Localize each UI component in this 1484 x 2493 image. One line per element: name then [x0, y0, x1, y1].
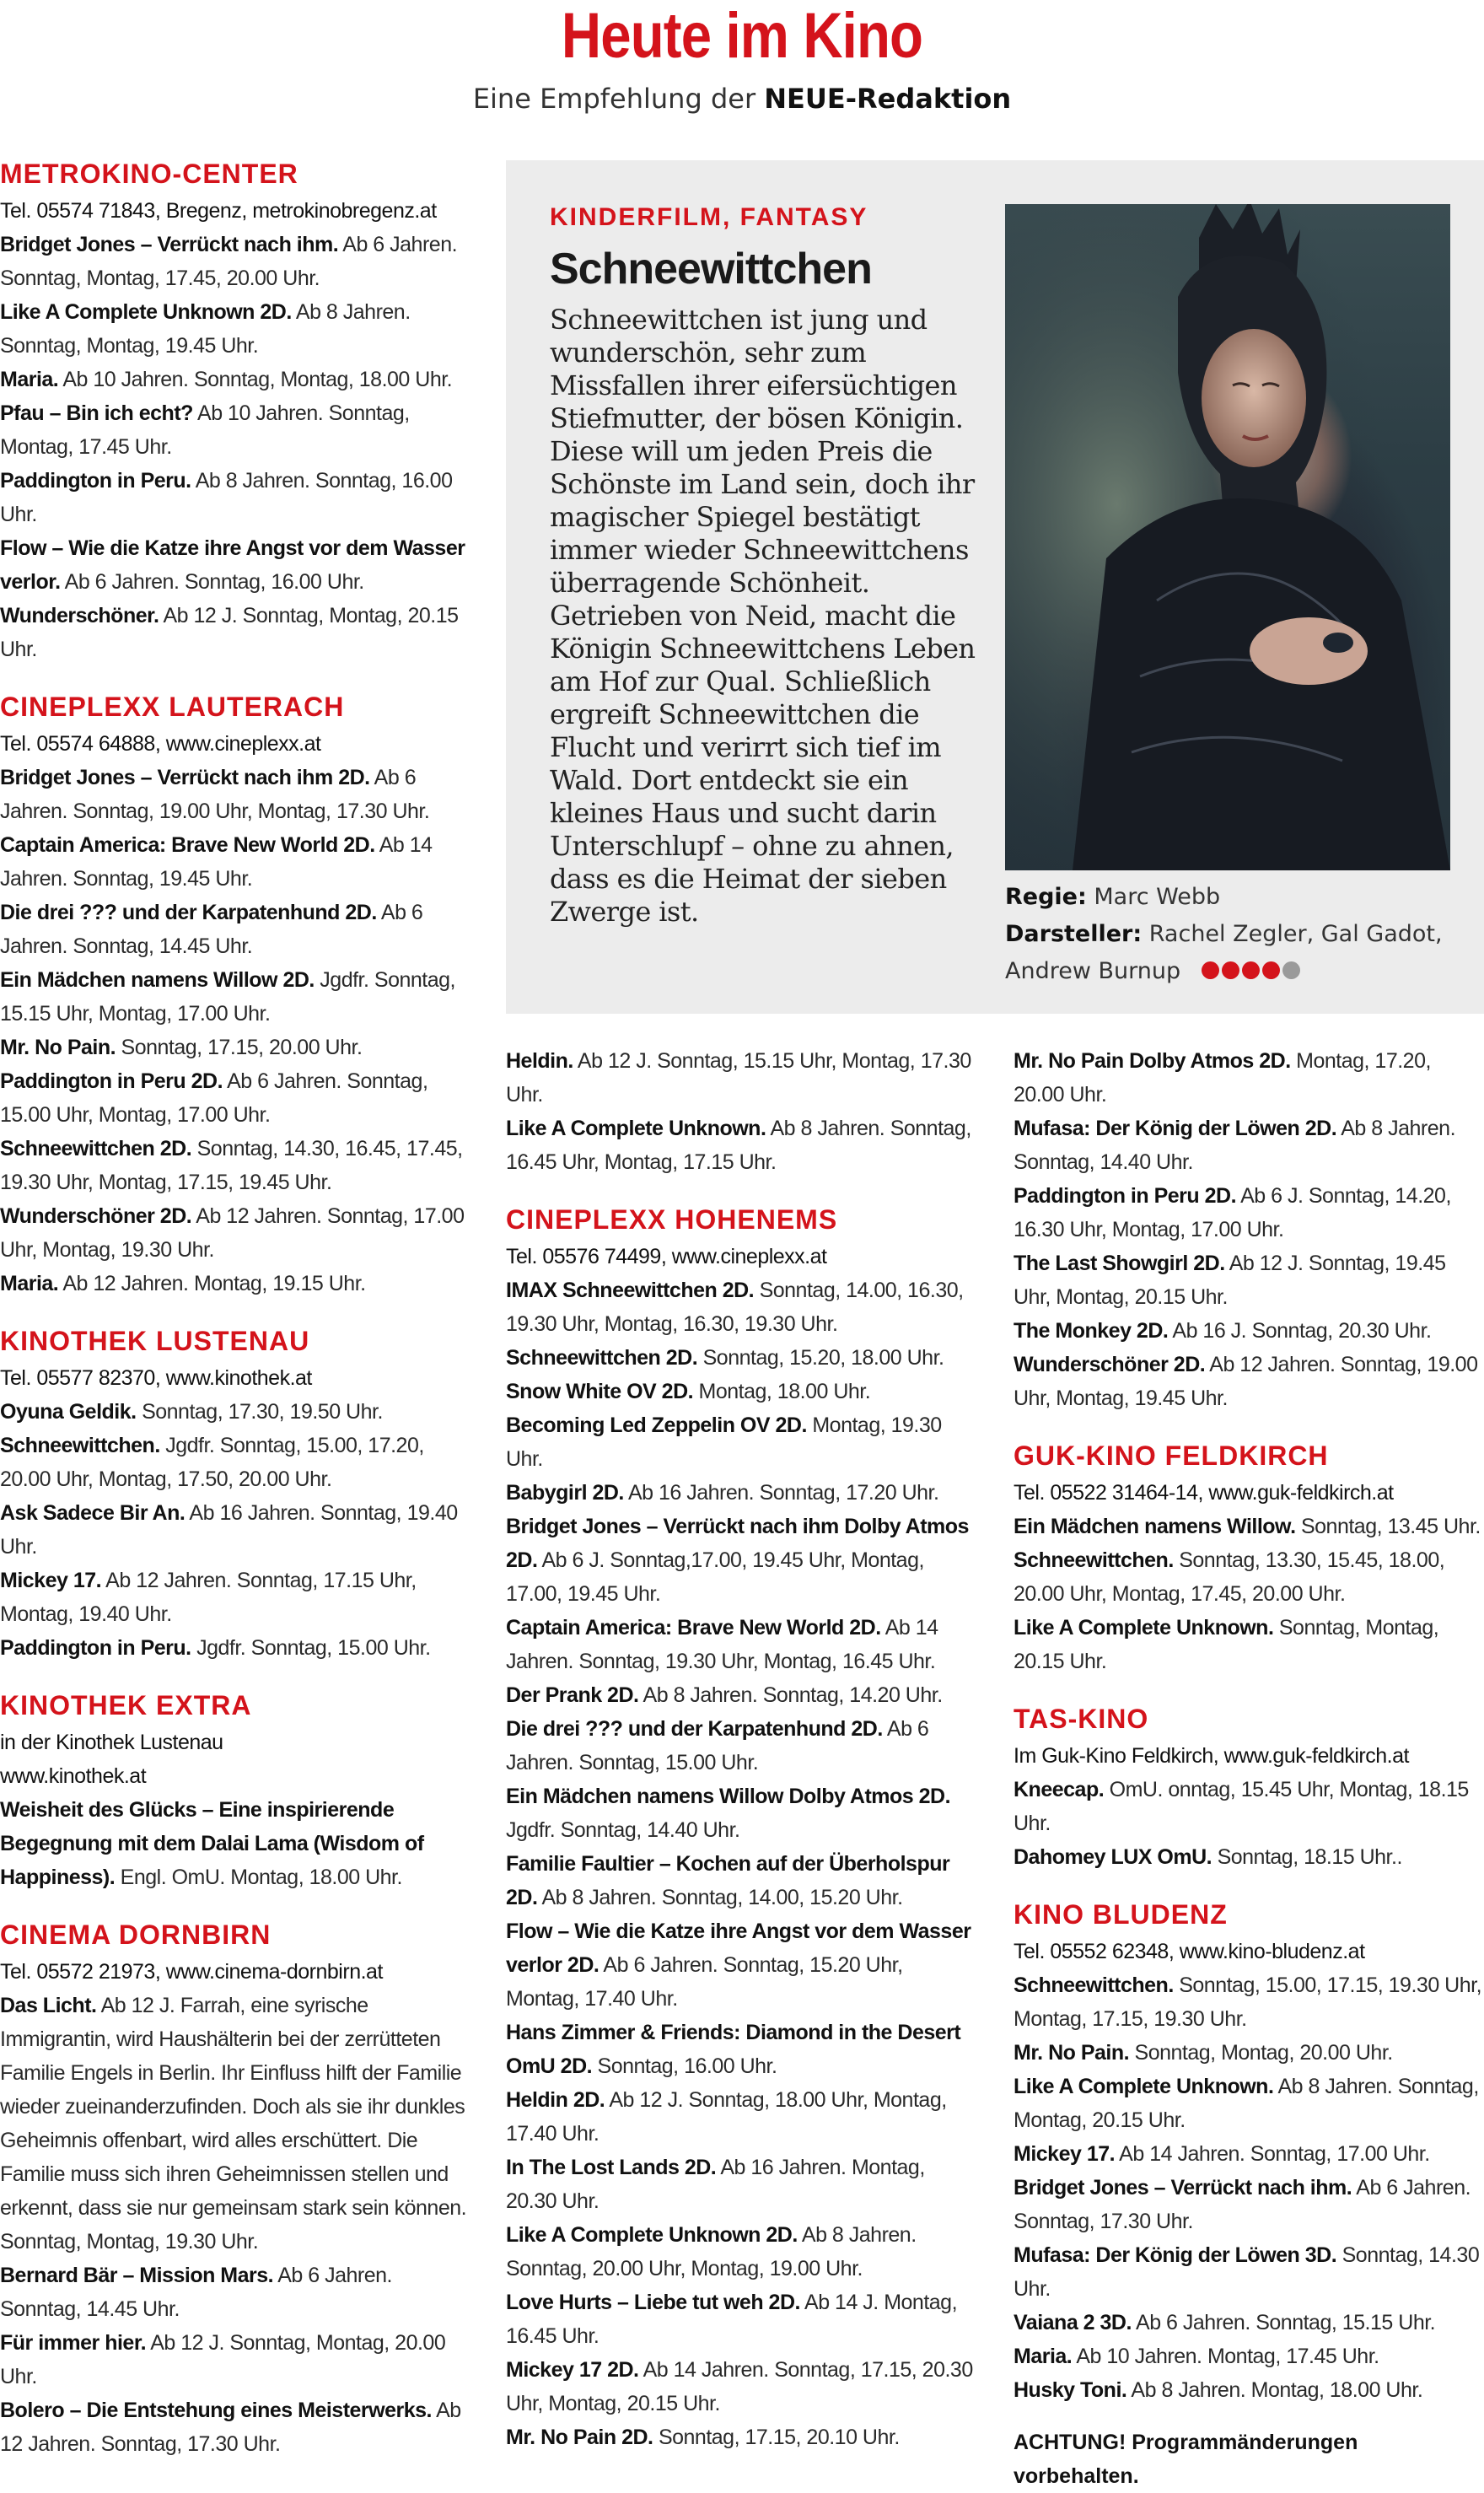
screening-entry: [0, 1564, 472, 1631]
film-details: Sonntag, 16.00 Uhr.: [597, 2054, 777, 2078]
screening-entry: [506, 2151, 978, 2218]
screening-entry: [1014, 1179, 1484, 1246]
program-change-notice: ACHTUNG! Programmänderungen vorbehalten.: [1014, 2431, 1358, 2488]
film-title: Der Prank 2D.: [506, 1683, 639, 1707]
screening-entry: [1014, 2373, 1484, 2407]
film-title: Becoming Led Zeppelin OV 2D.: [506, 1413, 807, 1437]
film-title: In The Lost Lands 2D.: [506, 2156, 717, 2179]
cinema-name: CINEPLEXX HOHENEMS: [506, 1204, 838, 1235]
film-details: Ab 14 Jahren. Sonntag, 19.30 Uhr, Montag, 16.45 Uhr.: [506, 1616, 938, 1673]
cinema-contact: Tel. 05574 64888, www.cineplexx.at: [0, 732, 321, 756]
film-details: Sonntag, 15.00, 17.15, 19.30 Uhr, Montag, 17.15, 19.30 Uhr.: [1014, 1973, 1482, 2031]
film-title: Bridget Jones – Verrückt nach ihm Dolby Atmos 2D.: [506, 1515, 969, 1572]
film-details: Sonntag, 17.15, 20.10 Uhr.: [658, 2426, 900, 2449]
film-details: Jgdfr. Sonntag, 15.00 Uhr.: [196, 1636, 431, 1660]
film-details: Ab 14 Jahren. Sonntag, 17.15, 20.30 Uhr, Montag, 20.15 Uhr.: [506, 2358, 973, 2415]
film-details: Ab 8 Jahren. Sonntag, 14.40 Uhr.: [1014, 1117, 1456, 1174]
screening-entry: [1014, 2137, 1484, 2171]
screening-entry: [1014, 1112, 1484, 1179]
screening-entry: [1014, 2171, 1484, 2238]
screening-entry: [0, 1631, 472, 1665]
cast-label: Darsteller:: [1005, 921, 1143, 947]
film-details: Montag, 18.00 Uhr.: [698, 1380, 871, 1403]
film-title: Bolero – Die Entstehung eines Meisterwerks.: [0, 2399, 432, 2422]
screening-entry: [0, 1031, 472, 1064]
film-title: Bridget Jones – Verrückt nach ihm 2D.: [0, 766, 370, 789]
film-details: Sonntag, 17.30, 19.50 Uhr.: [142, 1400, 383, 1424]
film-details: Ab 12 Jahren. Sonntag, 17.30 Uhr.: [0, 2399, 461, 2456]
screening-entry: [506, 1914, 978, 2016]
cinema-contact: Tel. 05522 31464-14, www.guk-feldkirch.at: [1014, 1481, 1394, 1505]
film-title: Das Licht.: [0, 1994, 97, 2017]
film-title: Schneewittchen 2D.: [0, 1137, 192, 1160]
film-details: Sonntag, Montag, 20.15 Uhr.: [1014, 1616, 1439, 1673]
film-title: Paddington in Peru 2D.: [0, 1069, 223, 1093]
screening-entry: [1014, 1968, 1484, 2036]
film-details: Ab 8 Jahren. Sonntag, 14.20 Uhr.: [643, 1683, 943, 1707]
cinema-guk-kino-feldkirch: [1014, 1439, 1484, 1678]
film-title: Für immer hier.: [0, 2331, 147, 2355]
film-title: Maria.: [0, 1272, 59, 1295]
screening-entry: [506, 2016, 978, 2083]
screening-entry: [1014, 1044, 1484, 1112]
film-details: Ab 8 Jahren. Montag, 18.00 Uhr.: [1131, 2378, 1423, 2402]
feature-image: [1005, 204, 1450, 870]
film-details: Ab 8 Jahren. Sonntag, 16.45 Uhr, Montag, 17.15 Uhr.: [506, 1117, 971, 1174]
film-details: Ab 6 Jahren. Sonntag, 19.00 Uhr, Montag, 17.30 Uhr.: [0, 766, 430, 823]
screening-entry: [506, 2353, 978, 2420]
cinema-contact: Im Guk-Kino Feldkirch, www.guk-feldkirch.at: [1014, 1744, 1409, 1768]
director-name: Marc Webb: [1094, 884, 1221, 910]
film-details: Sonntag, 14.00, 16.30, 19.30 Uhr, Montag, 16.30, 19.30 Uhr.: [506, 1279, 964, 1336]
film-title: Schneewittchen 2D.: [506, 1346, 698, 1370]
screening-entry: [506, 1273, 978, 1341]
film-details: Ab 6 Jahren. Sonntag, 16.00 Uhr.: [64, 570, 364, 594]
film-title: Pfau – Bin ich echt?: [0, 401, 193, 425]
cinema-name: CINEMA DORNBIRN: [0, 1920, 272, 1950]
film-details: Ab 12 J. Sonntag, 15.15 Uhr, Montag, 17.30 Uhr.: [506, 1049, 971, 1107]
film-title: Mr. No Pain 2D.: [506, 2426, 653, 2449]
screening-entry: [0, 963, 472, 1031]
film-title: Maria.: [0, 368, 59, 391]
screening-entry: [0, 1132, 472, 1199]
screening-entry: [0, 363, 472, 396]
screening-entry: [506, 1510, 978, 1611]
director-label: Regie:: [1005, 884, 1087, 910]
film-title: Heldin.: [506, 1049, 573, 1073]
film-title: Husky Toni.: [1014, 2378, 1127, 2402]
screening-entry: [0, 1496, 472, 1564]
feature-genre: KINDERFILM, FANTASY: [550, 203, 868, 231]
film-details: Ab 12 J. Sonntag, Montag, 20.00 Uhr.: [0, 2331, 446, 2388]
film-details: Ab 6 Jahren. Sonntag, 14.45 Uhr.: [0, 901, 423, 958]
film-title: Like A Complete Unknown.: [1014, 2075, 1274, 2098]
film-title: Like A Complete Unknown.: [1014, 1616, 1274, 1640]
cinema-contact: in der Kinothek Lustenau: [0, 1731, 223, 1754]
film-details: Ab 12 J. Sonntag, 19.45 Uhr, Montag, 20.15 Uhr.: [1014, 1252, 1446, 1309]
screening-entry: [506, 1044, 978, 1112]
film-title: Mufasa: Der König der Löwen 3D.: [1014, 2243, 1337, 2267]
feature-description: Schneewittchen ist jung und wunderschön, sehr zum Missfallen ihrer eifersüchtigen Stiefmutter, der bösen Königin. Diese will um jeden Preis die Schönste im Land sein, doch ihr magischer Spiegel bestätigt immer wieder Schneewittchens überragende Schönheit. Getrieben von Neid, macht die Königin Schneewittchens Leben am Hof zur Qual. Schließlich ergreift Schneewittchen die Flucht und verirrt sich tief im Wald. Dort entdeckt sie ein kleines Haus und sucht darin Unterschlupf – ohne zu ahnen, dass es die Heimat der sieben Zwerge ist.: [550, 304, 976, 928]
screening-entry: [1014, 2070, 1484, 2137]
film-title: Mufasa: Der König der Löwen 2D.: [1014, 1117, 1337, 1140]
director-line: [1005, 879, 1460, 916]
rating-dot-filled: [1222, 961, 1239, 979]
screening-entry: [0, 1064, 472, 1132]
film-title: Ein Mädchen namens Willow 2D.: [0, 968, 315, 992]
cast-names: Rachel Zegler, Gal Gadot, Andrew Burnup: [1005, 921, 1443, 984]
film-details: Ab 8 Jahren. Sonntag, 20.00 Uhr, Montag, 19.00 Uhr.: [506, 2223, 917, 2280]
film-details: Ab 12 Jahren. Sonntag, 17.15 Uhr, Montag, 19.40 Uhr.: [0, 1569, 417, 1626]
cinema-name: KINOTHEK LUSTENAU: [0, 1326, 310, 1356]
feature-title: Schneewittchen: [550, 245, 872, 293]
cinema-cineplexx-lauterach: [0, 690, 472, 1300]
screening-entry: [0, 1395, 472, 1429]
film-details: Sonntag, 14.30 Uhr.: [1014, 2243, 1480, 2301]
screening-entry: [506, 2286, 978, 2353]
film-title: Familie Faultier – Kochen auf der Überholspur 2D.: [506, 1852, 950, 1909]
screening-entry: [1014, 1611, 1484, 1678]
film-details: Jgdfr. Sonntag, 14.40 Uhr.: [506, 1818, 740, 1842]
film-title: Die drei ??? und der Karpatenhund 2D.: [506, 1717, 883, 1741]
feature-text: [550, 201, 988, 929]
film-title: Mickey 17.: [0, 1569, 102, 1592]
film-title: Oyuna Geldik.: [0, 1400, 137, 1424]
cast-line: [1005, 916, 1460, 991]
film-details: Ab 6 Jahren. Sonntag, 15.00 Uhr, Montag, 17.00 Uhr.: [0, 1069, 428, 1127]
screening-entry: [506, 1408, 978, 1476]
screening-entry: [506, 2083, 978, 2151]
screening-entry: [506, 1712, 978, 1780]
cinema-name: METROKINO-CENTER: [0, 159, 298, 189]
film-details: Ab 14 J. Montag, 16.45 Uhr.: [506, 2291, 958, 2348]
cinema-contact: Tel. 05574 71843, Bregenz, metrokinobregenz.at: [0, 199, 437, 223]
film-details: Ab 16 Jahren. Sonntag, 17.20 Uhr.: [627, 1481, 939, 1505]
screening-entry: [1014, 2340, 1484, 2373]
film-details: Ab 10 Jahren. Montag, 17.45 Uhr.: [1076, 2345, 1379, 2368]
film-details: Jgdfr. Sonntag, 15.00, 17.20, 20.00 Uhr, Montag, 17.50, 20.00 Uhr.: [0, 1434, 424, 1491]
film-title: Schneewittchen.: [1014, 1973, 1174, 1997]
film-title: Hans Zimmer & Friends: Diamond in the Desert OmU 2D.: [506, 2021, 961, 2078]
film-details: Ab 6 Jahren. Sonntag, 15.20 Uhr, Montag, 17.40 Uhr.: [506, 1953, 903, 2011]
screening-entry: [506, 1375, 978, 1408]
film-details: Ab 6 Jahren. Sonntag, Montag, 17.45, 20.00 Uhr.: [0, 233, 458, 290]
film-title: Snow White OV 2D.: [506, 1380, 694, 1403]
screening-entry: [506, 1847, 978, 1914]
cinema-contact: Tel. 05577 82370, www.kinothek.at: [0, 1366, 312, 1390]
cinema-tas-kino: [1014, 1702, 1484, 1874]
film-title: The Monkey 2D.: [1014, 1319, 1169, 1343]
film-details: Ab 10 Jahren. Sonntag, Montag, 17.45 Uhr.: [0, 401, 410, 459]
subtitle-brand: NEUE-Redaktion: [764, 83, 1012, 115]
film-details: Ab 6 Jahren. Sonntag, 15.15 Uhr.: [1136, 2311, 1436, 2334]
film-details: Ab 8 Jahren. Sonntag, 16.00 Uhr.: [0, 469, 453, 526]
film-details: Ab 12 J. Sonntag, 18.00 Uhr, Montag, 17.40 Uhr.: [506, 2088, 947, 2146]
film-title: Ein Mädchen namens Willow Dolby Atmos 2D.: [506, 1785, 951, 1808]
cinema-contact: Tel. 05572 21973, www.cinema-dornbirn.at: [0, 1960, 383, 1984]
cinema-continued: [506, 1044, 978, 1179]
film-title: Captain America: Brave New World 2D.: [0, 833, 375, 857]
screening-entry: [0, 2259, 472, 2326]
feature-credits: [1005, 879, 1460, 991]
film-title: Vaiana 2 3D.: [1014, 2311, 1132, 2334]
film-title: IMAX Schneewittchen 2D.: [506, 1279, 755, 1302]
film-details: Engl. OmU. Montag, 18.00 Uhr.: [120, 1866, 402, 1889]
screening-entry: [1014, 2036, 1484, 2070]
film-title: Heldin 2D.: [506, 2088, 605, 2112]
screening-entry: [1014, 2238, 1484, 2306]
film-details: Ab 6 Jahren. Sonntag, 14.45 Uhr.: [0, 2264, 392, 2321]
rating-dot-filled: [1242, 961, 1260, 979]
film-title: The Last Showgirl 2D.: [1014, 1252, 1225, 1275]
screening-entry: [0, 531, 472, 599]
screening-entry: [0, 761, 472, 828]
listing-column-2: [506, 1044, 978, 2478]
cinema-contact: Tel. 05576 74499, www.cineplexx.at: [506, 1245, 827, 1268]
screening-entry: [1014, 2306, 1484, 2340]
movie-still-illustration: [1005, 204, 1450, 870]
screening-entry: [506, 2420, 978, 2454]
screening-entry: [506, 1341, 978, 1375]
screening-entry: [1014, 1543, 1484, 1611]
film-title: Wunderschöner.: [0, 604, 159, 627]
rating-dots: [1202, 954, 1303, 991]
screening-entry: [1014, 1348, 1484, 1415]
screening-entry: [0, 1793, 472, 1894]
film-details: Ab 12 J. Farrah, eine syrische Immigrantin, wird Haushälterin bei der zerrütteten Familie Engels in Berlin. Ihr Einfluss hilft der Familie wieder zueinanderzufinden. Doch als sie ihr dunkles Geheimnis offenbart, wird alles erschüttert. Die Familie muss sich ihren Geheimnissen stellen und erkennt, dass sie nur gemeinsam stark sein können. Sonntag, Montag, 19.30 Uhr.: [0, 1994, 467, 2253]
film-title: Paddington in Peru.: [0, 1636, 191, 1660]
film-details: Sonntag, 17.15, 20.00 Uhr.: [121, 1036, 363, 1059]
film-details: Ab 12 J. Sonntag, Montag, 20.15 Uhr.: [0, 604, 459, 661]
film-details: Montag, 17.20, 20.00 Uhr.: [1014, 1049, 1431, 1107]
film-title: Babygirl 2D.: [506, 1481, 624, 1505]
film-details: Ab 12 Jahren. Sonntag, 17.00 Uhr, Montag, 19.30 Uhr.: [0, 1204, 465, 1262]
film-details: Ab 16 Jahren. Montag, 20.30 Uhr.: [506, 2156, 925, 2213]
cinema-cinema-dornbirn: [0, 1918, 472, 2461]
rating-dot-filled: [1202, 961, 1219, 979]
screening-entry: [0, 1199, 472, 1267]
film-details: Montag, 19.30 Uhr.: [506, 1413, 942, 1471]
film-details: Sonntag, Montag, 20.00 Uhr.: [1134, 2041, 1393, 2065]
film-title: Like A Complete Unknown 2D.: [506, 2223, 798, 2247]
film-title: Mr. No Pain.: [0, 1036, 116, 1059]
film-title: Paddington in Peru 2D.: [1014, 1184, 1237, 1208]
film-title: Dahomey LUX OmU.: [1014, 1845, 1212, 1869]
cinema-name: KINOTHEK EXTRA: [0, 1690, 252, 1720]
film-details: Ab 6 J. Sonntag,17.00, 19.45 Uhr, Montag, 17.00, 19.45 Uhr.: [506, 1548, 924, 1606]
screening-entry: [506, 1611, 978, 1678]
film-details: Ab 6 Jahren. Sonntag, 15.00 Uhr.: [506, 1717, 929, 1774]
film-title: Mr. No Pain.: [1014, 2041, 1130, 2065]
listing-column-3: [1014, 1044, 1484, 2493]
screening-entry: [1014, 1773, 1484, 1840]
page-subtitle: [0, 83, 1484, 115]
film-title: Love Hurts – Liebe tut weh 2D.: [506, 2291, 800, 2314]
film-details: Ab 14 Jahren. Sonntag, 19.45 Uhr.: [0, 833, 433, 891]
listing-column-1: [0, 157, 472, 2485]
film-title: Bridget Jones – Verrückt nach ihm.: [0, 233, 339, 256]
cinema-metrokino-center: [0, 157, 472, 666]
film-title: Maria.: [1014, 2345, 1073, 2368]
film-details: Sonntag, 14.30, 16.45, 17.45, 19.30 Uhr, Montag, 17.15, 19.45 Uhr.: [0, 1137, 463, 1194]
film-details: Ab 16 Jahren. Sonntag, 19.40 Uhr.: [0, 1501, 458, 1559]
cinema-contact: Tel. 05552 62348, www.kino-bludenz.at: [1014, 1940, 1365, 1963]
film-title: Ein Mädchen namens Willow.: [1014, 1515, 1296, 1538]
cinema-contact: www.kinothek.at: [0, 1764, 147, 1788]
film-details: Ab 8 Jahren. Sonntag, 14.00, 15.20 Uhr.: [541, 1886, 903, 1909]
film-details: Sonntag, 13.45 Uhr.: [1300, 1515, 1481, 1538]
film-title: Bridget Jones – Verrückt nach ihm.: [1014, 2176, 1352, 2200]
film-details: Ab 10 Jahren. Sonntag, Montag, 18.00 Uhr.: [62, 368, 453, 391]
film-details: Ab 16 J. Sonntag, 20.30 Uhr.: [1172, 1319, 1432, 1343]
cinema-cineplexx-hohenems: [506, 1203, 978, 2454]
film-title: Paddington in Peru.: [0, 469, 191, 493]
cinema-name: GUK-KINO FELDKIRCH: [1014, 1440, 1329, 1471]
cinema-continued: [1014, 1044, 1484, 1415]
film-title: Schneewittchen.: [1014, 1548, 1174, 1572]
film-details: Ab 8 Jahren. Sonntag, Montag, 19.45 Uhr.: [0, 300, 411, 358]
cinema-name: CINEPLEXX LAUTERACH: [0, 692, 345, 722]
page-title: Heute im Kino: [561, 0, 923, 72]
film-title: Wunderschöner 2D.: [0, 1204, 192, 1228]
film-title: Mr. No Pain Dolby Atmos 2D.: [1014, 1049, 1291, 1073]
screening-entry: [506, 1678, 978, 1712]
screening-entry: [0, 464, 472, 531]
screening-entry: [0, 396, 472, 464]
film-title: Wunderschöner 2D.: [1014, 1353, 1206, 1376]
film-title: Mickey 17 2D.: [506, 2358, 639, 2382]
film-title: Flow – Wie die Katze ihre Angst vor dem Wasser verlor 2D.: [506, 1920, 971, 1977]
screening-entry: [1014, 1840, 1484, 1874]
film-details: Ab 12 Jahren. Montag, 19.15 Uhr.: [62, 1272, 366, 1295]
film-title: Captain America: Brave New World 2D.: [506, 1616, 881, 1640]
film-details: Sonntag, 13.30, 15.45, 18.00, 20.00 Uhr, Montag, 17.45, 20.00 Uhr.: [1014, 1548, 1445, 1606]
rating-dot-filled: [1262, 961, 1280, 979]
screening-entry: [0, 2326, 472, 2393]
screening-entry: [0, 828, 472, 896]
film-title: Ask Sadece Bir An.: [0, 1501, 186, 1525]
film-details: Ab 6 Jahren. Sonntag, 17.30 Uhr.: [1014, 2176, 1471, 2233]
screening-entry: [0, 1989, 472, 2259]
film-details: Ab 12 Jahren. Sonntag, 19.00 Uhr, Montag, 19.45 Uhr.: [1014, 1353, 1478, 1410]
film-title: Bernard Bär – Mission Mars.: [0, 2264, 274, 2287]
film-title: Like A Complete Unknown 2D.: [0, 300, 292, 324]
screening-entry: [506, 1112, 978, 1179]
screening-entry: [506, 1780, 978, 1847]
film-title: Kneecap.: [1014, 1778, 1105, 1801]
film-title: Mickey 17.: [1014, 2142, 1116, 2166]
cinema-name: KINO BLUDENZ: [1014, 1899, 1228, 1930]
feature-box: [506, 160, 1484, 1014]
screening-entry: [1014, 1246, 1484, 1314]
screening-entry: [0, 2393, 472, 2461]
film-details: Ab 8 Jahren. Sonntag, Montag, 20.15 Uhr.: [1014, 2075, 1479, 2132]
cinema-name: TAS-KINO: [1014, 1704, 1149, 1734]
screening-entry: [506, 2218, 978, 2286]
film-details: Jgdfr. Sonntag, 15.15 Uhr, Montag, 17.00 Uhr.: [0, 968, 455, 1026]
film-title: Die drei ??? und der Karpatenhund 2D.: [0, 901, 377, 924]
film-title: Like A Complete Unknown.: [506, 1117, 766, 1140]
subtitle-prefix: Eine Empfehlung der: [472, 83, 765, 115]
film-title: Schneewittchen.: [0, 1434, 160, 1457]
cinema-kinothek-lustenau: [0, 1324, 472, 1665]
film-title: Weisheit des Glücks – Eine inspirierende Begegnung mit dem Dalai Lama (Wisdom of Happiness).: [0, 1798, 424, 1889]
rating-dot-empty: [1282, 961, 1300, 979]
screening-entry: [0, 228, 472, 295]
screening-entry: [0, 896, 472, 963]
cinema-kino-bludenz: [1014, 1898, 1484, 2407]
screening-entry: [0, 1429, 472, 1496]
cinema-kinothek-extra: [0, 1688, 472, 1894]
page-header: [0, 0, 1484, 127]
film-details: Sonntag, 15.20, 18.00 Uhr.: [702, 1346, 944, 1370]
screening-entry: [0, 1267, 472, 1300]
screening-entry: [0, 295, 472, 363]
screening-entry: [0, 599, 472, 666]
film-details: Sonntag, 18.15 Uhr..: [1217, 1845, 1402, 1869]
screening-entry: [1014, 1510, 1484, 1543]
film-title: Flow – Wie die Katze ihre Angst vor dem Wasser verlor.: [0, 536, 465, 594]
screening-entry: [506, 1476, 978, 1510]
film-details: Ab 14 Jahren. Sonntag, 17.00 Uhr.: [1119, 2142, 1430, 2166]
film-details: OmU. onntag, 15.45 Uhr, Montag, 18.15 Uhr.: [1014, 1778, 1469, 1835]
screening-entry: [1014, 1314, 1484, 1348]
film-details: Ab 6 J. Sonntag, 14.20, 16.30 Uhr, Montag, 17.00 Uhr.: [1014, 1184, 1451, 1241]
